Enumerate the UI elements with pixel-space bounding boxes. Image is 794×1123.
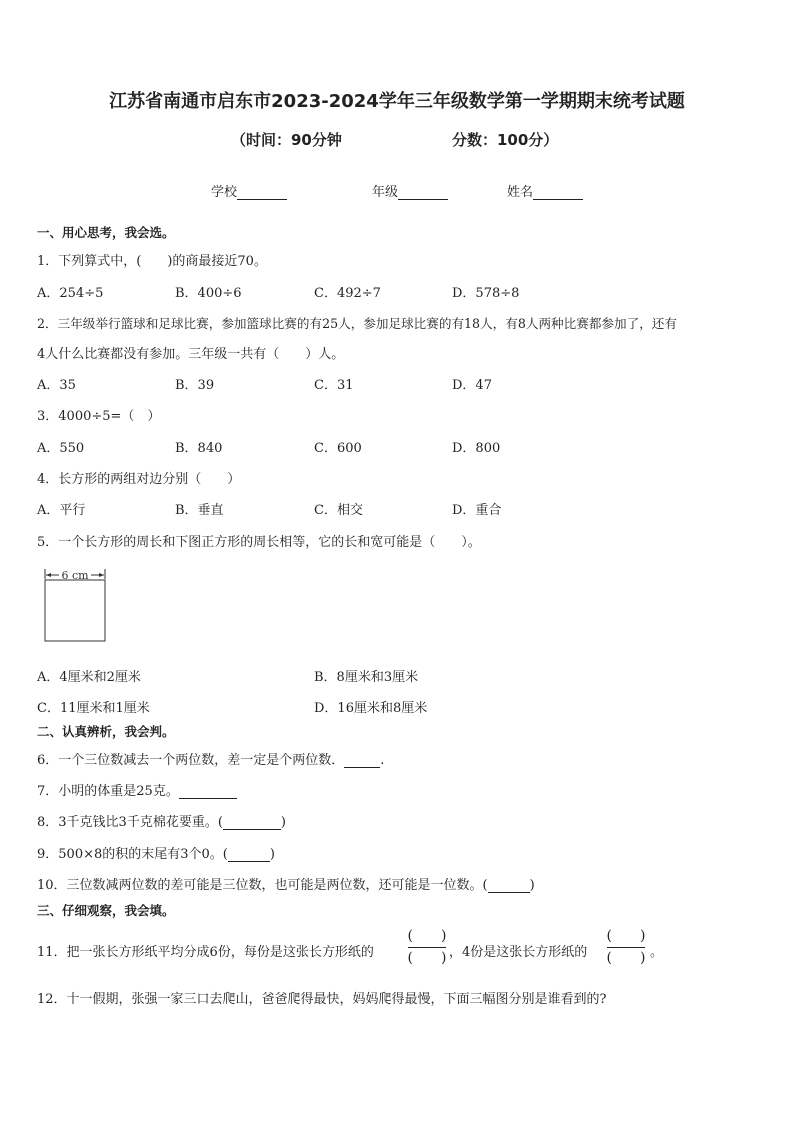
q3-option-c[interactable]: C．600 xyxy=(314,441,362,456)
q10-answer-blank[interactable] xyxy=(488,892,530,893)
q4-option-c[interactable]: C．相交 xyxy=(314,503,363,518)
section-heading-1: 一、用心思考，我会选。 xyxy=(37,225,175,240)
q1-option-a[interactable]: A．254÷5 xyxy=(37,286,104,301)
square-figure xyxy=(40,566,112,646)
page-title: 江苏省南通市启东市2023-2024学年三年级数学第一学期期末统考试题 xyxy=(109,91,685,112)
section-heading-3: 三、仔细观察，我会填。 xyxy=(37,903,175,918)
question-10-text: 10．三位数减两位数的差可能是三位数，也可能是两位数，还可能是一位数。( xyxy=(37,878,488,893)
question-3-text: 3．4000÷5=（ ） xyxy=(37,409,161,424)
time-label: （时间：90分钟 xyxy=(231,131,342,149)
q2-option-b[interactable]: B．39 xyxy=(175,378,215,393)
grade-blank[interactable] xyxy=(398,199,448,200)
q6-answer-blank[interactable] xyxy=(344,767,380,768)
q3-option-b[interactable]: B．840 xyxy=(175,441,223,456)
question-6-end: . xyxy=(380,753,385,768)
question-9-text: 9．500×8的积的末尾有3个0。( xyxy=(37,847,228,862)
q4-option-d[interactable]: D．重合 xyxy=(452,503,502,518)
q11-fraction-2-numerator: ( ) xyxy=(606,928,646,944)
q5-option-b[interactable]: B．8厘米和3厘米 xyxy=(314,670,419,685)
q11-fraction-2-bar xyxy=(607,947,645,948)
q5-option-a[interactable]: A．4厘米和2厘米 xyxy=(37,670,141,685)
q11-fraction-1-bar xyxy=(408,947,446,948)
name-field xyxy=(507,181,583,200)
question-10-end: ) xyxy=(529,878,535,893)
grade-label: 年级 xyxy=(372,185,399,200)
question-11-part-1: 11．把一张长方形纸平均分成6份，每份是这张长方形纸的 xyxy=(37,945,374,960)
question-6-text: 6．一个三位数减去一个两位数，差一定是个两位数． xyxy=(37,753,345,768)
q1-option-d[interactable]: D．578÷8 xyxy=(452,286,520,301)
question-8 xyxy=(37,811,286,830)
q1-option-b[interactable]: B．400÷6 xyxy=(175,286,242,301)
question-2-line-2: 4人什么比赛都没有参加。三年级一共有（ ）人。 xyxy=(37,347,345,362)
q11-fraction-blank-1[interactable] xyxy=(405,928,449,968)
name-blank[interactable] xyxy=(533,199,583,200)
question-11-part-2: ，4份是这张长方形纸的 xyxy=(449,945,588,960)
section-heading-2: 二、认真辨析，我会判。 xyxy=(37,724,175,739)
q11-fraction-1-denominator: ( ) xyxy=(407,950,447,966)
q2-option-d[interactable]: D．47 xyxy=(452,378,492,393)
question-11-part-3: 。 xyxy=(650,945,664,960)
question-12-text: 12．十一假期，张强一家三口去爬山，爸爸爬得最快，妈妈爬得最慢，下面三幅图分别是谁看到的? xyxy=(37,992,607,1007)
question-7 xyxy=(37,780,237,799)
question-2-line-1: 2．三年级举行篮球和足球比赛，参加篮球比赛的有25人，参加足球比赛的有18人，有8人两种比赛都参加了，还有 xyxy=(37,316,677,331)
question-10 xyxy=(37,874,535,893)
question-4-text: 4．长方形的两组对边分别（ ） xyxy=(37,472,241,487)
question-7-text: 7．小明的体重是25克。 xyxy=(37,784,179,799)
question-9-end: ) xyxy=(269,847,275,862)
q3-option-d[interactable]: D．800 xyxy=(452,441,501,456)
q2-option-a[interactable]: A．35 xyxy=(37,378,76,393)
q11-fraction-1-numerator: ( ) xyxy=(407,928,447,944)
question-8-text: 8．3千克钱比3千克棉花要重。( xyxy=(37,815,223,830)
q5-option-d[interactable]: D．16厘米和8厘米 xyxy=(314,701,428,716)
q3-option-a[interactable]: A．550 xyxy=(37,441,85,456)
figure-dimension-label: 6 cm xyxy=(61,569,89,582)
name-label: 姓名 xyxy=(507,185,534,200)
grade-field xyxy=(372,181,448,200)
question-1-text: 1．下列算式中，( )的商最接近70。 xyxy=(37,254,267,269)
q2-option-c[interactable]: C．31 xyxy=(314,378,354,393)
q4-option-b[interactable]: B．垂直 xyxy=(175,503,224,518)
q4-option-a[interactable]: A．平行 xyxy=(37,503,86,518)
question-6 xyxy=(37,749,384,768)
q11-fraction-2-denominator: ( ) xyxy=(606,950,646,966)
q8-answer-blank[interactable] xyxy=(223,829,281,830)
q5-option-c[interactable]: C．11厘米和1厘米 xyxy=(37,701,150,716)
q9-answer-blank[interactable] xyxy=(228,861,270,862)
school-field xyxy=(211,181,287,200)
q11-fraction-blank-2[interactable] xyxy=(604,928,648,968)
question-9 xyxy=(37,843,275,862)
q1-option-c[interactable]: C．492÷7 xyxy=(314,286,381,301)
score-label: 分数：100分） xyxy=(452,131,559,149)
question-5-text: 5．一个长方形的周长和下图正方形的周长相等，它的长和宽可能是（ ）。 xyxy=(37,535,481,550)
q7-answer-blank[interactable] xyxy=(179,798,237,799)
question-8-end: ) xyxy=(280,815,286,830)
school-blank[interactable] xyxy=(237,199,287,200)
school-label: 学校 xyxy=(211,185,238,200)
